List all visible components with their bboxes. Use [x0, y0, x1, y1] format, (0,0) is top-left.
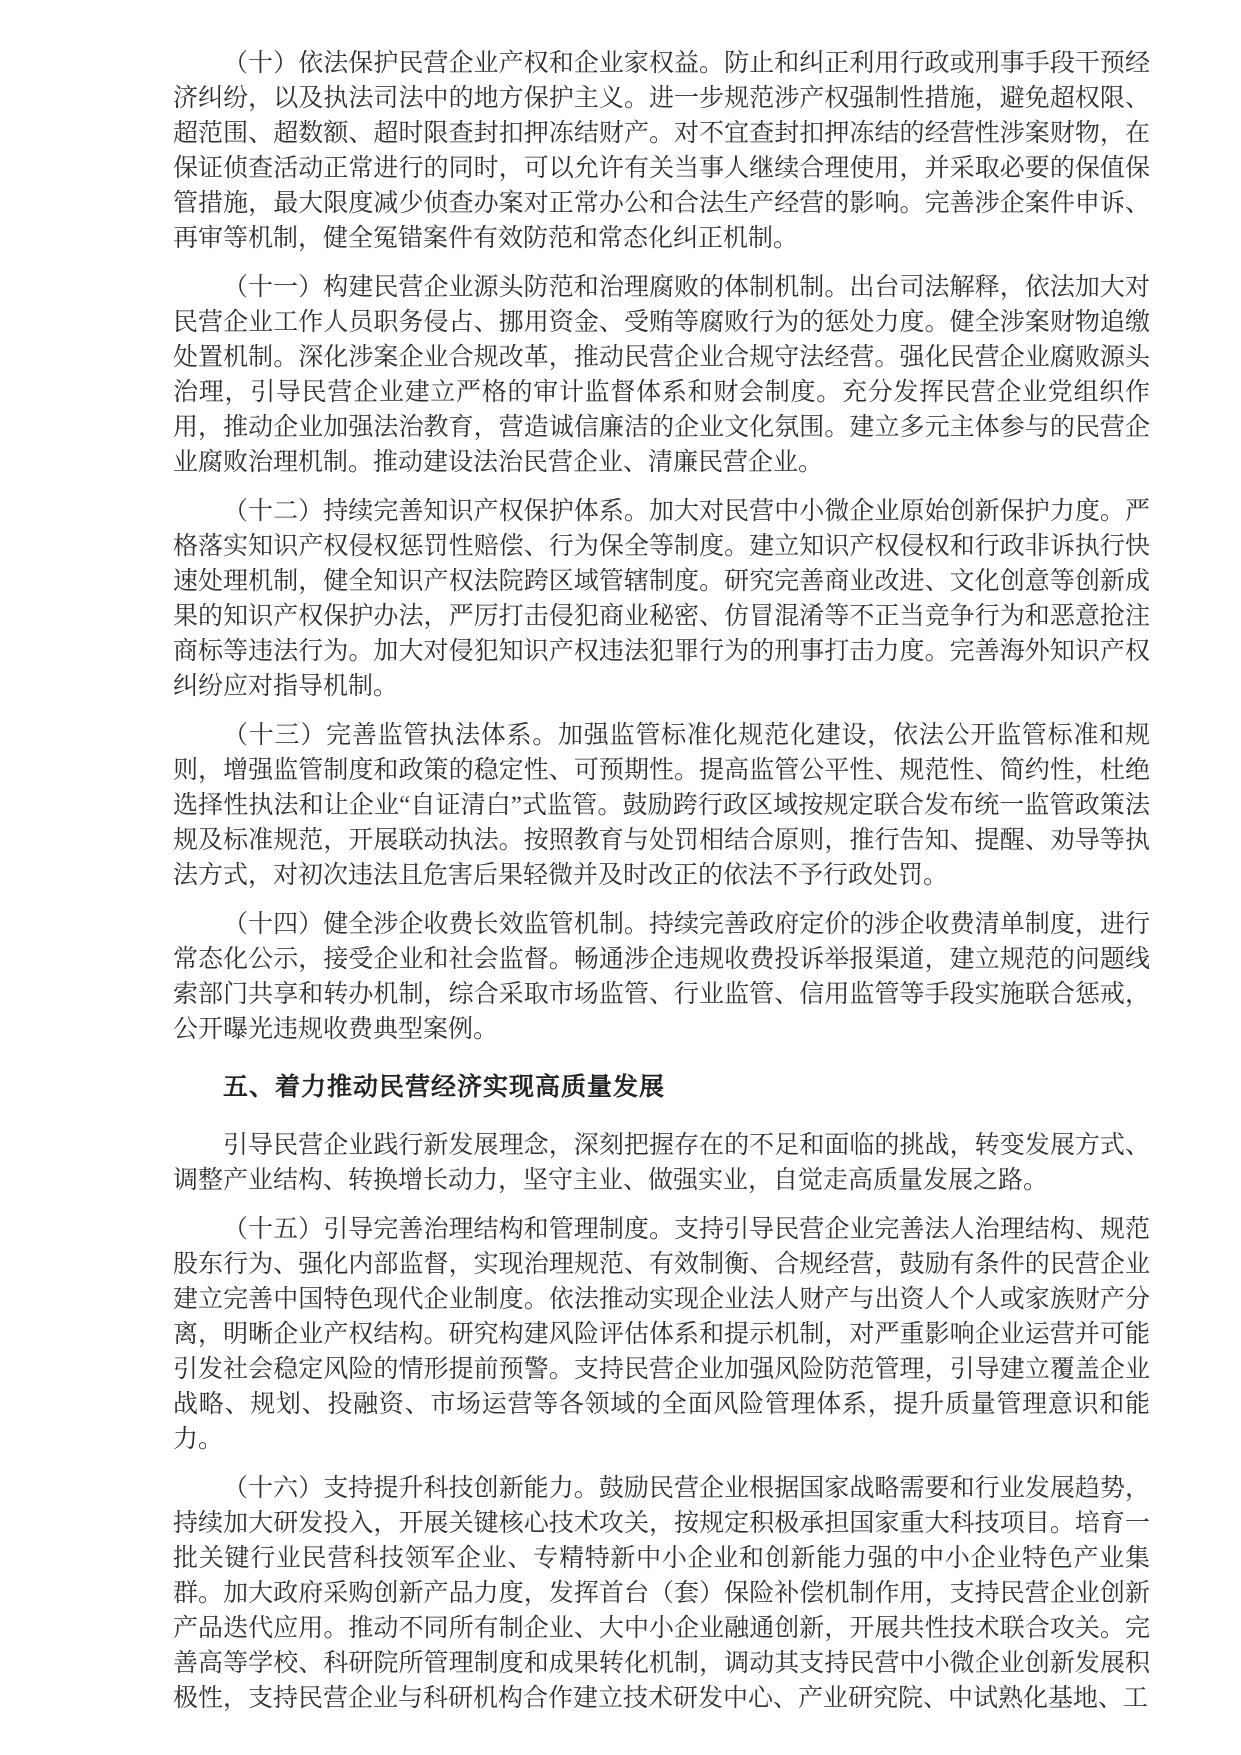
paragraph-item-15: （十五）引导完善治理结构和管理制度。支持引导民营企业完善法人治理结构、规范股东行为、强化内部监督，实现治理规范、有效制衡、合规经营，鼓励有条件的民营企业建立完善中国特色现代企业制度。依法推动实现企业法人财产与出资人个人或家族财产分离，明晰企业产权结构。研究构建风险评估体系和提示机制，对严重影响企业运营并可能引发社会稳定风险的情形提前预警。支持民营企业加强风险防范管理，引导建立覆盖企业战略、规划、投融资、市场运营等各领域的全面风险管理体系，提升质量管理意识和能力。 — [173, 1216, 1150, 1453]
paragraph-item-13: （十三）完善监管执法体系。加强监管标准化规范化建设，依法公开监管标准和规则，增强监管制度和政策的稳定性、可预期性。提高监管公平性、规范性、简约性，杜绝选择性执法和让企业“自证清白”式监管。鼓励跨行政区域按规定联合发布统一监管政策法规及标准规范，开展联动执法。按照教育与处罚相结合原则，推行告知、提醒、劝导等执法方式，对初次违法且危害后果轻微并及时改正的依法不予行政处罚。 — [173, 722, 1150, 889]
section-heading-5: 五、着力推动民营经济实现高质量发展 — [223, 1073, 666, 1101]
paragraph-item-16: （十六）支持提升科技创新能力。鼓励民营企业根据国家战略需要和行业发展趋势，持续加大研发投入，开展关键核心技术攻关，按规定积极承担国家重大科技项目。培育一批关键行业民营科技领军企业、专精特新中小企业和创新能力强的中小企业特色产业集群。加大政府采购创新产品力度，发挥首台（套）保险补偿机制作用，支持民营企业创新产品迭代应用。推动不同所有制企业、大中小企业融通创新，开展共性技术联合攻关。完善高等学校、科研院所管理制度和成果转化机制，调动其支持民营中小微企业创新发展积极性，支持民营企业与科研机构合作建立技术研发中心、产业研究院、中试熟化基地、工 — [173, 1475, 1150, 1712]
paragraph-item-11: （十一）构建民营企业源头防范和治理腐败的体制机制。出台司法解释，依法加大对民营企业工作人员职务侵占、挪用资金、受贿等腐败行为的惩处力度。健全涉案财物追缴处置机制。深化涉案企业合规改革，推动民营企业合规守法经营。强化民营企业腐败源头治理，引导民营企业建立严格的审计监督体系和财会制度。充分发挥民营企业党组织作用，推动企业加强法治教育，营造诚信廉洁的企业文化氛围。建立多元主体参与的民营企业腐败治理机制。推动建设法治民营企业、清廉民营企业。 — [173, 274, 1150, 476]
section-intro-paragraph: 引导民营企业践行新发展理念，深刻把握存在的不足和面临的挑战，转变发展方式、调整产业结构、转换增长动力，坚守主业、做强实业，自觉走高质量发展之路。 — [173, 1132, 1150, 1194]
paragraph-item-10: （十）依法保护民营企业产权和企业家权益。防止和纠正利用行政或刑事手段干预经济纠纷，以及执法司法中的地方保护主义。进一步规范涉产权强制性措施，避免超权限、超范围、超数额、超时限查封扣押冻结财产。对不宜查封扣押冻结的经营性涉案财物，在保证侦查活动正常进行的同时，可以允许有关当事人继续合理使用，并采取必要的保值保管措施，最大限度减少侦查办案对正常办公和合法生产经营的影响。完善涉企案件申诉、再审等机制，健全冤错案件有效防范和常态化纠正机制。 — [173, 50, 1150, 252]
paragraph-item-14: （十四）健全涉企收费长效监管机制。持续完善政府定价的涉企收费清单制度，进行常态化公示，接受企业和社会监督。畅通涉企违规收费投诉举报渠道，建立规范的问题线索部门共享和转办机制，综合采取市场监管、行业监管、信用监管等手段实施联合惩戒，公开曝光违规收费典型案例。 — [173, 911, 1150, 1043]
document-body — [173, 46, 1150, 1730]
paragraph-item-12: （十二）持续完善知识产权保护体系。加大对民营中小微企业原始创新保护力度。严格落实知识产权侵权惩罚性赔偿、行为保全等制度。建立知识产权侵权和行政非诉执行快速处理机制，健全知识产权法院跨区域管辖制度。研究完善商业改进、文化创意等创新成果的知识产权保护办法，严厉打击侵犯商业秘密、仿冒混淆等不正当竞争行为和恶意抢注商标等违法行为。加大对侵犯知识产权违法犯罪行为的刑事打击力度。完善海外知识产权纠纷应对指导机制。 — [173, 498, 1150, 700]
